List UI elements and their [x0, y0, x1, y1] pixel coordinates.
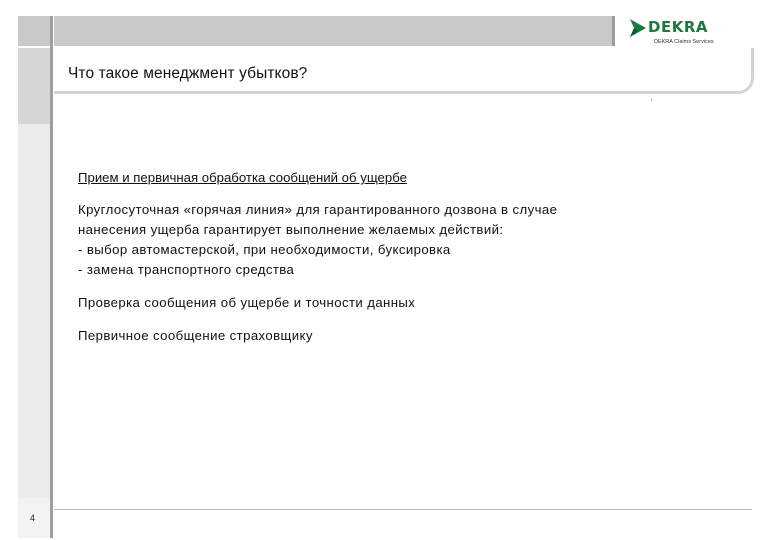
dekra-logo	[628, 18, 750, 48]
hotline-paragraph	[78, 200, 718, 280]
footer-line	[54, 509, 752, 510]
hotline-line: - замена транспортного средства	[78, 262, 295, 277]
logo-subtitle: DEKRA Claims Services	[654, 39, 714, 45]
dot-mark	[651, 99, 652, 100]
left-sidebar-block-top	[18, 48, 50, 124]
left-sidebar-block-middle	[18, 124, 50, 498]
hotline-line: - выбор автомастерской, при необходимости, буксировка	[78, 242, 451, 257]
dekra-logo-icon	[628, 18, 648, 38]
header-bar	[54, 16, 612, 46]
header-corner-block	[18, 16, 50, 46]
check-paragraph: Проверка сообщения об ущербе и точности данных	[78, 295, 416, 310]
hotline-line: нанесения ущерба гарантирует выполнение желаемых действий:	[78, 222, 504, 237]
page-title: Что такое менеджмент убытков?	[68, 65, 308, 82]
content-area	[78, 168, 718, 359]
left-divider-line	[50, 16, 53, 538]
header-bar-edge	[612, 16, 615, 46]
section-heading: Прием и первичная обработка сообщений об ущербе	[78, 170, 407, 185]
hotline-line: Круглосуточная «горячая линия» для гарантированного дозвона в случае	[78, 202, 558, 217]
page-number: 4	[30, 513, 36, 523]
report-paragraph: Первичное сообщение страховщику	[78, 328, 313, 343]
logo-brand-text: DEKRA	[648, 18, 708, 36]
